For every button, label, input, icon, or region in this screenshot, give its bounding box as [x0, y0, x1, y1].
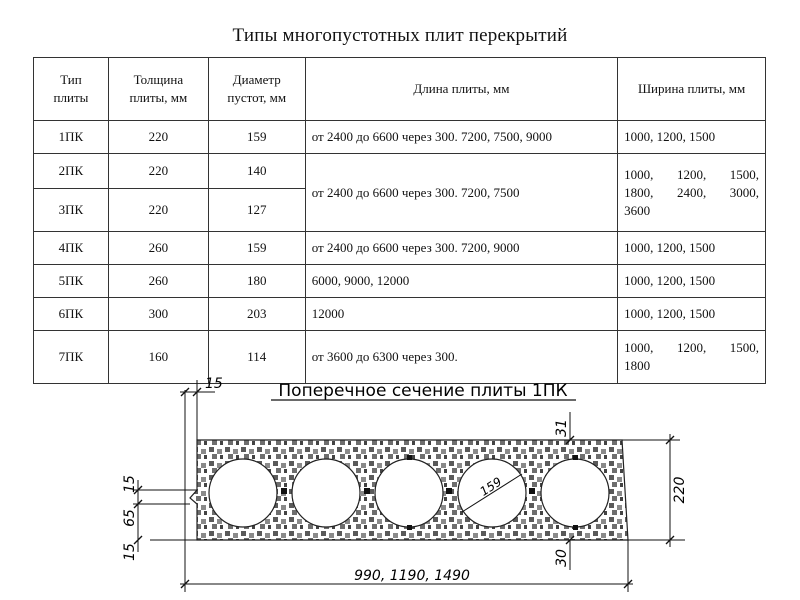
cell-type: 6ПК: [34, 298, 109, 331]
cell-thickness: 260: [108, 265, 208, 298]
cell-type: 2ПК: [34, 154, 109, 189]
table-header-row: [34, 58, 766, 121]
header-width: Ширина плиты, мм: [618, 58, 766, 121]
cell-width: 1000, 1200, 1500: [618, 121, 766, 154]
cell-thickness: 160: [108, 331, 208, 384]
dim-top-layer: 31: [554, 419, 570, 437]
cell-thickness: 300: [108, 298, 208, 331]
cell-type: 1ПК: [34, 121, 109, 154]
dim-left-upper: 15: [122, 475, 138, 493]
cell-thickness: 260: [108, 232, 208, 265]
dim-top-offset: 15: [205, 376, 223, 392]
cell-type: 3ПК: [34, 189, 109, 232]
cell-type: 5ПК: [34, 265, 109, 298]
dim-widths: 990, 1190, 1490: [354, 568, 470, 584]
dim-left-middle: 65: [122, 509, 138, 527]
cell-diameter: 203: [208, 298, 305, 331]
table-row: [34, 265, 766, 298]
dim-bottom-layer: 30: [554, 549, 570, 567]
table-row: [34, 232, 766, 265]
cell-diameter: 180: [208, 265, 305, 298]
header-diameter: Диаметр пустот, мм: [208, 58, 305, 121]
header-thickness: Толщина плиты, мм: [108, 58, 208, 121]
cell-thickness: 220: [108, 154, 208, 189]
cell-length: 12000: [305, 298, 617, 331]
slab-cross-section-drawing: [0, 362, 800, 600]
page-title: Типы многопустотных плит перекрытий: [232, 25, 568, 46]
cell-width: 1000, 1200, 1500: [618, 265, 766, 298]
void-diameter-label: 159: [477, 474, 505, 499]
header-type: Тип плиты: [34, 58, 109, 121]
cell-thickness: 220: [108, 189, 208, 232]
cell-diameter: 140: [208, 154, 305, 189]
dim-left-lower: 15: [122, 543, 138, 561]
cell-type: 4ПК: [34, 232, 109, 265]
cell-width-merged: 1000, 1200, 1500, 1800, 2400, 3000, 3600: [618, 154, 766, 232]
cell-thickness: 220: [108, 121, 208, 154]
cell-length: от 2400 до 6600 через 300. 7200, 7500, 9000: [305, 121, 617, 154]
cell-diameter: 159: [208, 232, 305, 265]
cell-diameter: 114: [208, 331, 305, 384]
cell-length: 6000, 9000, 12000: [305, 265, 617, 298]
table-row: [34, 121, 766, 154]
cell-width: 1000, 1200, 1500: [618, 298, 766, 331]
cell-length: от 3600 до 6300 через 300.: [305, 331, 617, 384]
cell-width: 1000, 1200, 1500, 1800: [618, 331, 766, 384]
drawing-title: Поперечное сечение плиты 1ПК: [278, 381, 568, 401]
table-row: [34, 298, 766, 331]
cell-length-merged: от 2400 до 6600 через 300. 7200, 7500: [305, 154, 617, 232]
table-row: [34, 154, 766, 189]
cell-type: 7ПК: [34, 331, 109, 384]
cell-diameter: 127: [208, 189, 305, 232]
header-length: Длина плиты, мм: [305, 58, 617, 121]
cell-diameter: 159: [208, 121, 305, 154]
cell-width: 1000, 1200, 1500: [618, 232, 766, 265]
slab-types-table: [33, 57, 766, 384]
dim-height: 220: [672, 476, 688, 504]
cell-length: от 2400 до 6600 через 300. 7200, 9000: [305, 232, 617, 265]
